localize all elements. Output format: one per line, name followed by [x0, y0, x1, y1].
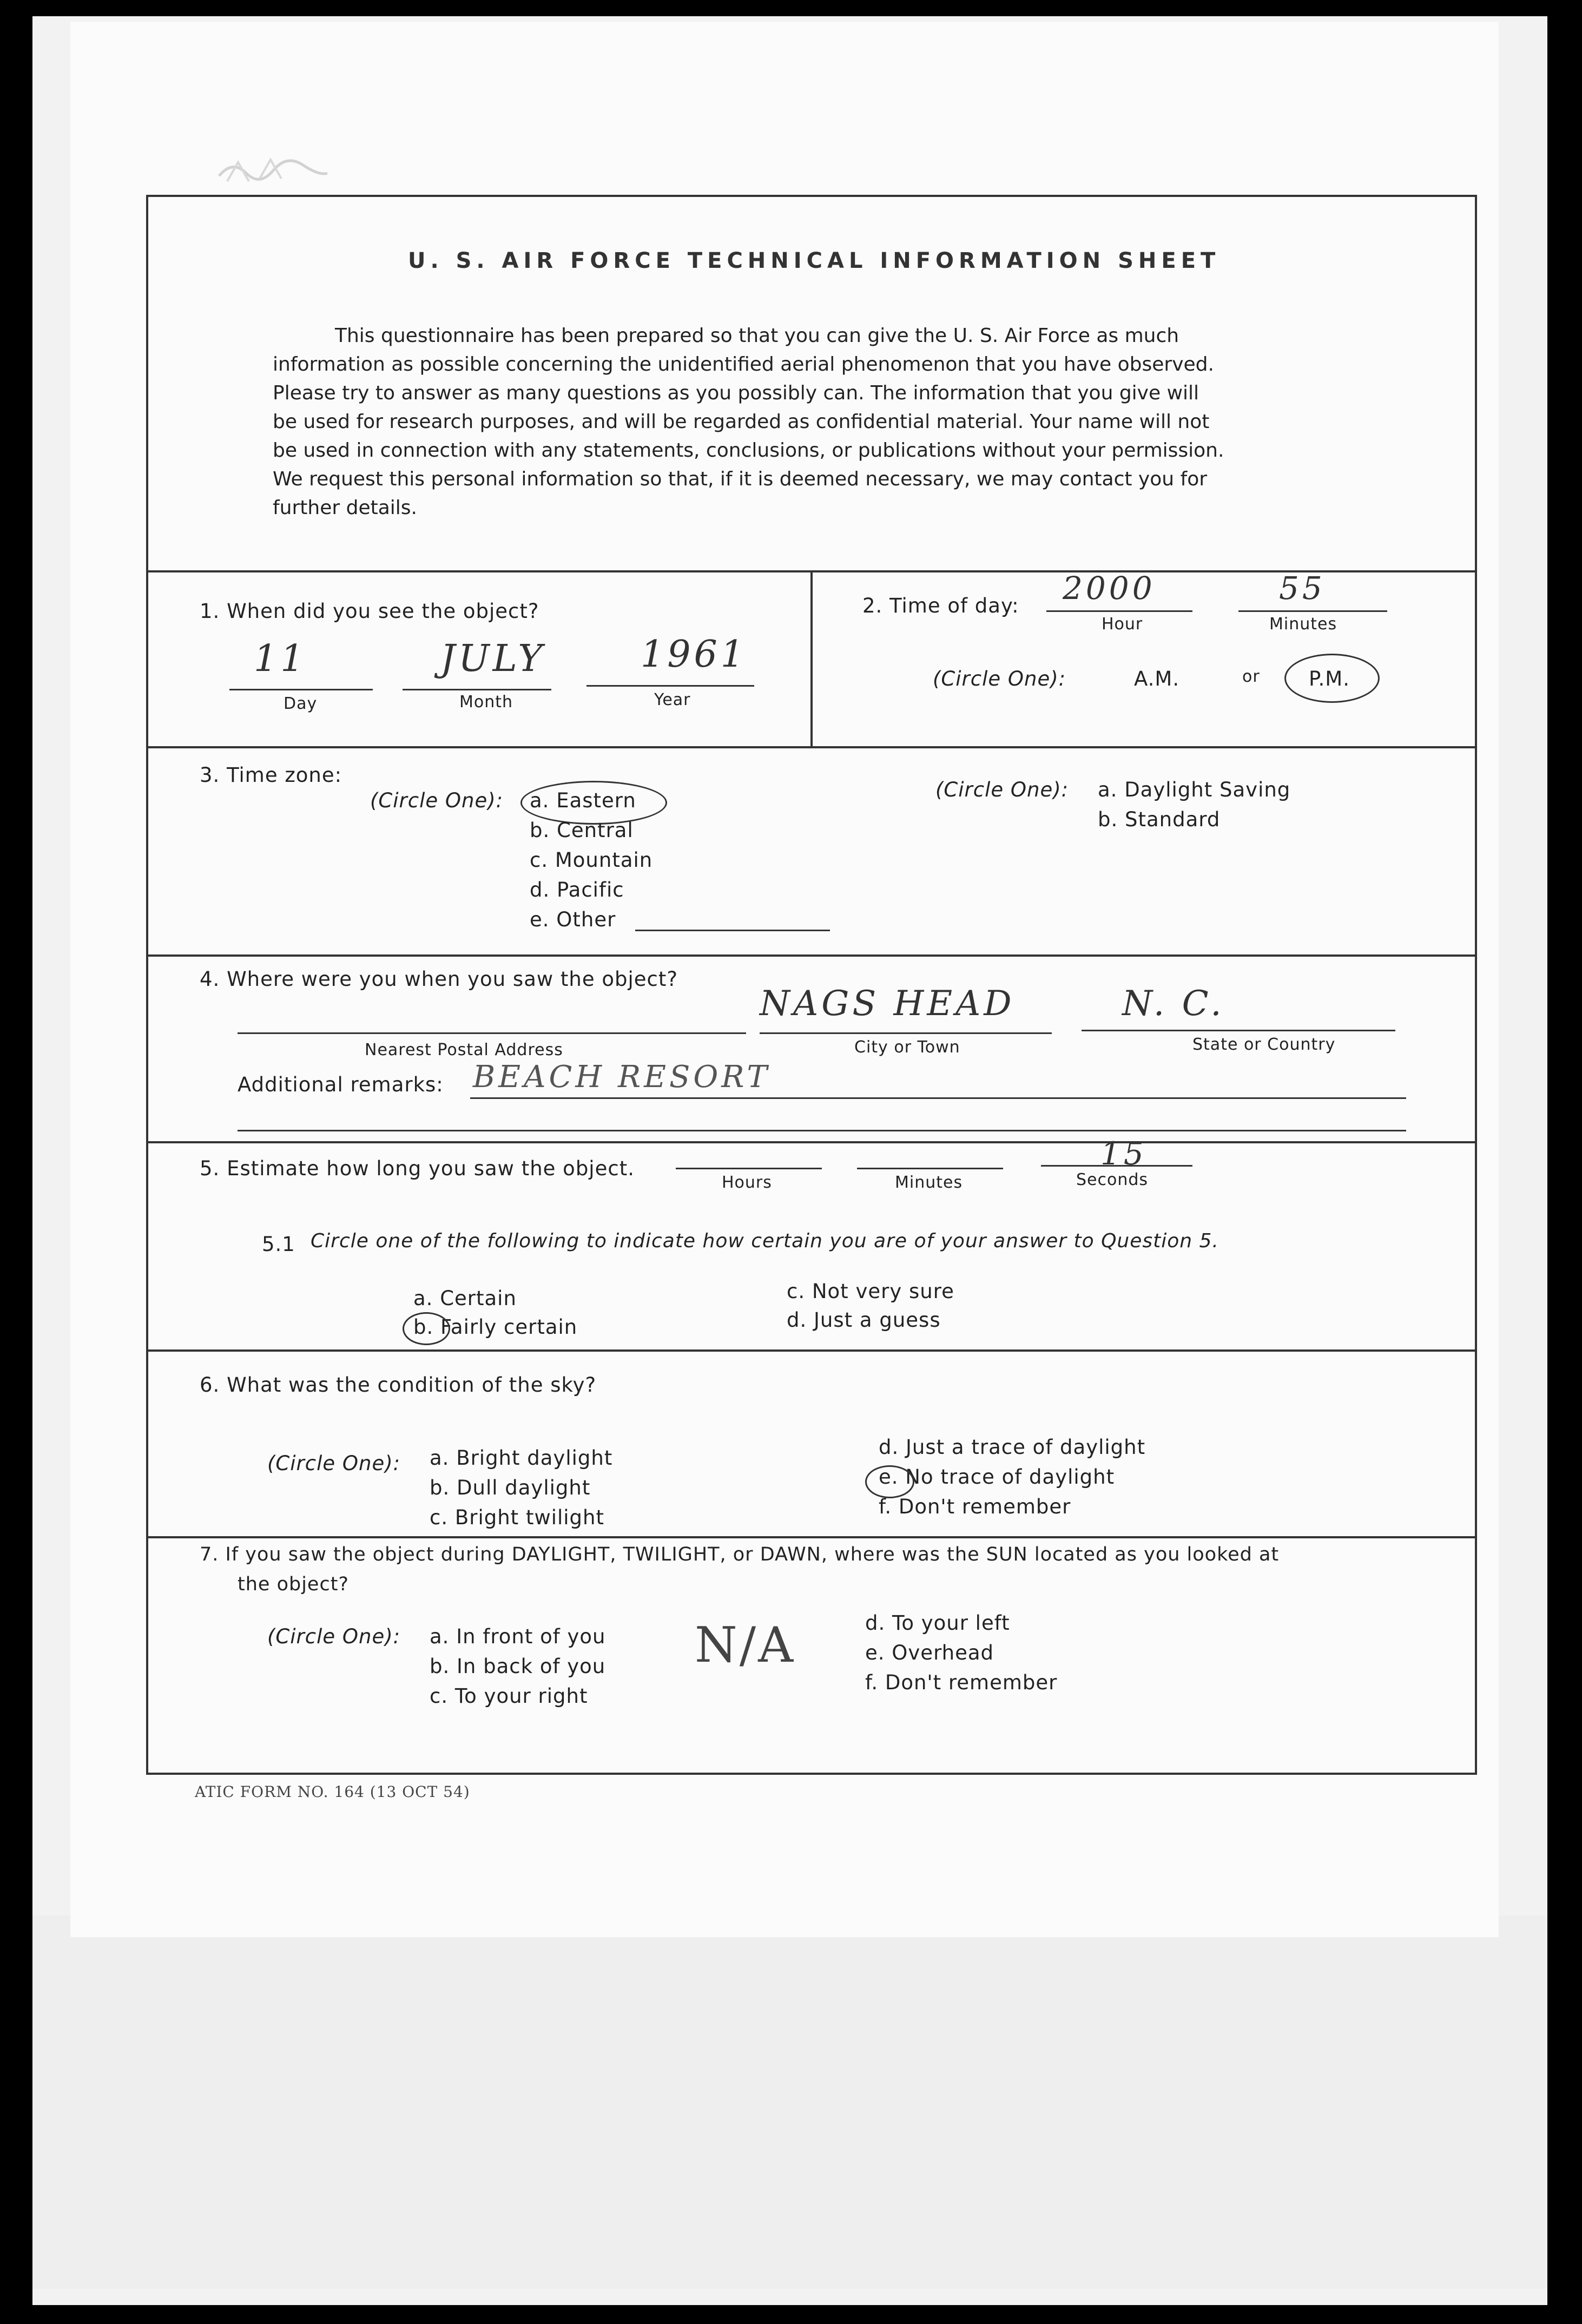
q6-option: f. Don't remember [879, 1495, 1071, 1518]
q5-seconds-label: Seconds [1076, 1170, 1149, 1189]
q6-option: e. No trace of daylight [879, 1465, 1115, 1489]
q4-postal-label: Nearest Postal Address [365, 1041, 563, 1059]
page-lower-margin [32, 1915, 1547, 2289]
section-q3 [148, 746, 1475, 954]
q2-or: or [1242, 667, 1260, 686]
q5-fairly-certain-circle-mark [403, 1312, 450, 1345]
q5-option: a. Certain [413, 1287, 517, 1310]
q1-month-value: JULY [440, 637, 546, 680]
form-number: ATIC FORM NO. 164 (13 OCT 54) [195, 1783, 470, 1801]
q3-saving-option: b. Standard [1098, 808, 1221, 831]
intro-line: be used for research purposes, and will be regarded as confidential material. Your name will not [273, 411, 1210, 433]
q6-option: d. Just a trace of daylight [879, 1436, 1146, 1459]
intro-line: be used in connection with any statements, conclusions, or publications without your permission. [273, 439, 1224, 462]
smudge-mark [216, 149, 330, 187]
q3-circle-one: (Circle One): [370, 789, 504, 812]
q7-question-line1: 7. If you saw the object during DAYLIGHT, TWILIGHT, or DAWN, where was the SUN located as you looked at [200, 1544, 1280, 1565]
q4-remarks-value: BEACH RESORT [473, 1059, 770, 1095]
q2-am-option: A.M. [1134, 667, 1180, 690]
q7-circle-one: (Circle One): [267, 1625, 401, 1648]
q1-month-label: Month [459, 693, 513, 712]
q6-option: c. Bright twilight [430, 1506, 604, 1529]
q4-state-value: N. C. [1122, 984, 1225, 1024]
q2-minutes-line [1238, 610, 1387, 612]
q2-hour-line [1046, 610, 1192, 612]
q7-option: b. In back of you [430, 1655, 606, 1678]
section-q5 [148, 1135, 1475, 1349]
q6-circle-one: (Circle One): [267, 1452, 401, 1475]
q5-option: c. Not very sure [787, 1280, 954, 1303]
q2-pm-circle-mark [1284, 654, 1380, 703]
technical-information-form [146, 195, 1477, 1775]
q1-day-line [229, 689, 373, 690]
q2-minutes-value: 55 [1279, 570, 1326, 607]
q1-year-value: 1961 [641, 633, 748, 676]
q3-zone-option: a. Eastern [530, 789, 636, 812]
q4-city-value: NAGS HEAD [760, 984, 1015, 1024]
q5-sub-question: Circle one of the following to indicate how certain you are of your answer to Question 5. [311, 1230, 1219, 1252]
intro-line: information as possible concerning the unidentified aerial phenomenon that you have observed. [273, 353, 1214, 376]
q5-seconds-line [1041, 1165, 1192, 1167]
q5-question: 5. Estimate how long you saw the object. [200, 1157, 635, 1180]
q4-state-label: State or Country [1192, 1035, 1336, 1054]
section-q7 [148, 1536, 1475, 1777]
q5-option: b. Fairly certain [413, 1315, 578, 1339]
q4-question: 4. Where were you when you saw the object? [200, 967, 678, 991]
q3-zone-option: d. Pacific [530, 878, 624, 901]
q7-option: a. In front of you [430, 1625, 606, 1648]
q2-question: 2. Time of day: [862, 594, 1019, 617]
column-divider [810, 572, 813, 746]
q1-year-label: Year [654, 690, 691, 709]
q3-zone-option: c. Mountain [530, 848, 653, 872]
q3-zone-option: b. Central [530, 819, 634, 842]
q3-saving-option: a. Daylight Saving [1098, 778, 1291, 801]
q6-option: a. Bright daylight [430, 1446, 613, 1470]
section-q6 [148, 1349, 1475, 1536]
form-title: U. S. AIR FORCE TECHNICAL INFORMATION SHEET [408, 248, 1221, 273]
q5-hours-label: Hours [722, 1173, 772, 1192]
q2-circle-one: (Circle One): [933, 667, 1066, 690]
q4-city-label: City or Town [854, 1038, 960, 1057]
q1-month-line [403, 689, 551, 690]
q2-pm-option: P.M. [1309, 667, 1350, 690]
intro-line: This questionnaire has been prepared so that you can give the U. S. Air Force as much [335, 325, 1179, 347]
q3-question: 3. Time zone: [200, 763, 342, 787]
q2-hour-label: Hour [1102, 615, 1143, 634]
intro-line: further details. [273, 497, 417, 519]
q7-na-value: N/A [695, 1617, 796, 1674]
q5-sub-number: 5.1 [262, 1233, 295, 1256]
intro-line: Please try to answer as many questions as you possibly can. The information that you give will [273, 382, 1199, 404]
q2-hour-value: 2000 [1063, 570, 1156, 607]
q7-option: c. To your right [430, 1684, 588, 1708]
q1-day-label: Day [284, 694, 318, 713]
q1-year-line [586, 685, 754, 687]
q5-hours-line [676, 1168, 822, 1169]
q7-option: e. Overhead [865, 1641, 994, 1664]
q4-postal-line [238, 1032, 746, 1034]
q5-minutes-line [857, 1168, 1003, 1169]
q1-question: 1. When did you see the object? [200, 600, 539, 623]
q6-question: 6. What was the condition of the sky? [200, 1373, 597, 1397]
q4-city-line [760, 1032, 1052, 1034]
q5-minutes-label: Minutes [895, 1173, 963, 1192]
q4-remarks-line-2 [238, 1130, 1406, 1131]
section-q1-q2 [148, 570, 1475, 746]
q7-option: d. To your left [865, 1611, 1010, 1635]
q6-no-trace-circle-mark [865, 1465, 914, 1498]
q6-option: b. Dull daylight [430, 1476, 591, 1499]
intro-paragraph [273, 321, 1349, 522]
q5-seconds-value: 15 [1100, 1135, 1147, 1172]
section-q4 [148, 954, 1475, 1141]
q5-option: d. Just a guess [787, 1308, 941, 1332]
q3-circle-one-2: (Circle One): [935, 778, 1069, 801]
q7-question-line2: the object? [238, 1574, 349, 1595]
q3-zone-option: e. Other [530, 908, 616, 931]
q3-other-line [635, 930, 830, 931]
intro-line: We request this personal information so that, if it is deemed necessary, we may contact you for [273, 468, 1208, 490]
q1-day-value: 11 [254, 637, 307, 680]
q4-state-line [1082, 1030, 1395, 1031]
q3-eastern-circle-mark [520, 781, 667, 825]
q4-remarks-line [470, 1097, 1406, 1099]
q4-remarks-label: Additional remarks: [238, 1073, 444, 1096]
q2-minutes-label: Minutes [1269, 615, 1337, 634]
q7-option: f. Don't remember [865, 1671, 1058, 1694]
